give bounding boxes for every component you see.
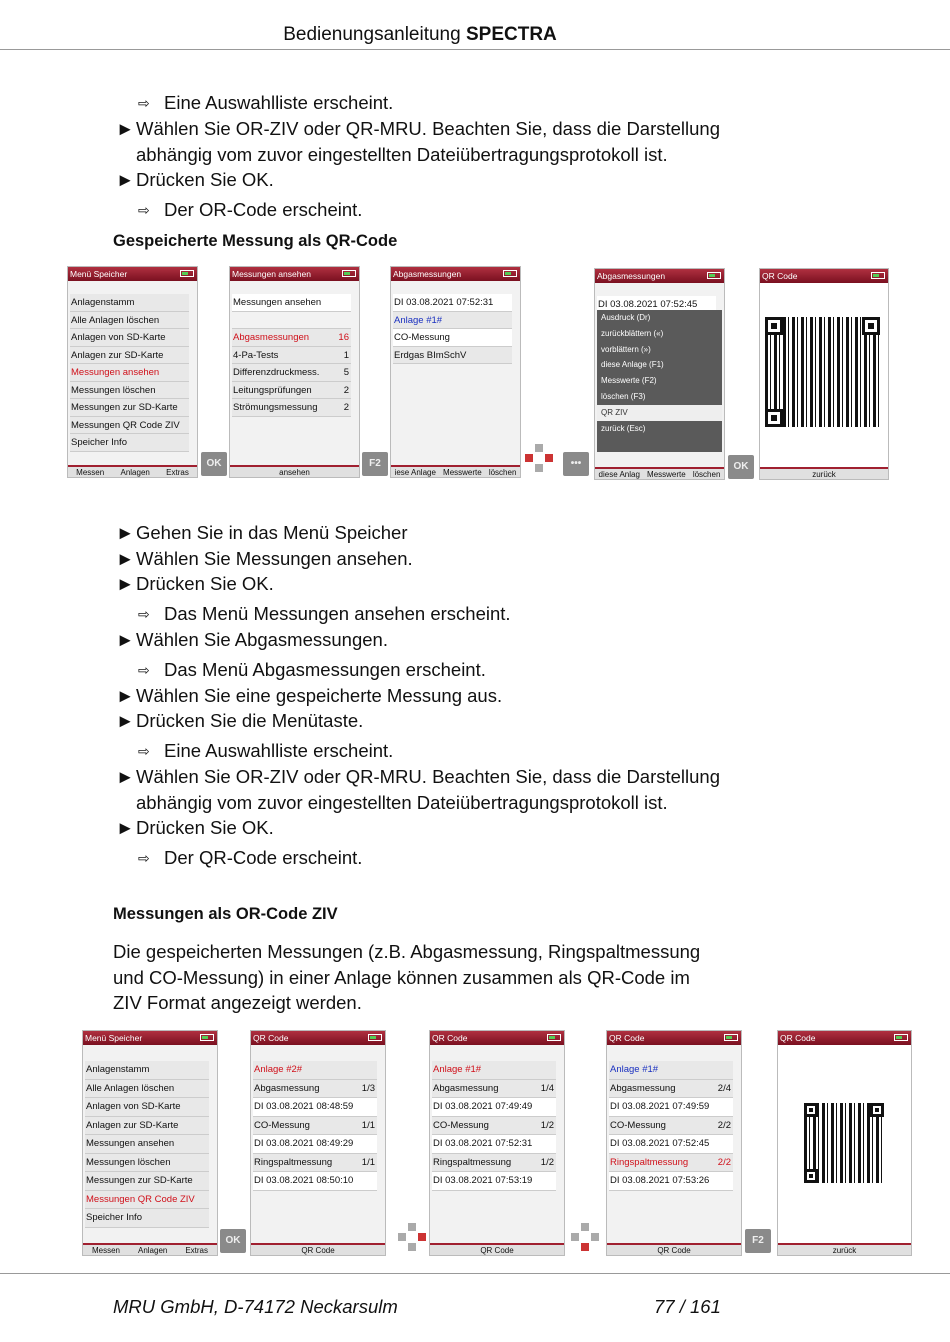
bullet-icon: ► — [116, 118, 135, 139]
battery-icon — [180, 270, 194, 277]
device-screen-qr-code: QR Code zurück — [777, 1030, 912, 1256]
qr-code-image — [765, 317, 880, 427]
menu-row: Messungen zur SD-Karte — [70, 399, 189, 417]
softkey-label: Extras — [185, 1246, 208, 1255]
page-number: 77 / 161 — [654, 1296, 721, 1317]
menu-row — [232, 312, 351, 330]
menu-row: Anlagenstamm — [85, 1061, 209, 1080]
footer-rule — [0, 1273, 950, 1274]
menu-row: Messungen ansehen — [85, 1135, 209, 1154]
menu-row: CO-Messung — [393, 329, 512, 347]
menu-row: Speicher Info — [70, 434, 189, 452]
menu-row: Messungen ansehen — [70, 364, 189, 382]
menu-row: Abgasmessung 1/3 — [253, 1080, 377, 1099]
menu-key: ••• — [563, 452, 589, 476]
f2-key: F2 — [362, 452, 388, 476]
battery-icon — [503, 270, 517, 277]
menu-row: Messungen QR Code ZIV — [85, 1191, 209, 1210]
bullet-icon: ► — [116, 522, 135, 543]
menu-row: Differenzdruckmess. 5 — [232, 364, 351, 382]
result-arrow-icon: ⇨ — [138, 202, 150, 218]
softkey-label: Messen — [76, 468, 105, 477]
menu-row: Leitungsprüfungen 2 — [232, 382, 351, 400]
menu-row: Anlagen zur SD-Karte — [85, 1117, 209, 1136]
qr-code-image — [804, 1103, 884, 1183]
menu-row: Anlage #1# — [609, 1061, 733, 1080]
popup-menu-item: QR ZIV — [597, 405, 722, 421]
softkey-label: zurück — [812, 470, 836, 479]
step-line: Wählen Sie eine gespeicherte Messung aus. — [136, 685, 503, 706]
softkey-label: Messen — [91, 1246, 120, 1255]
menu-row: Messungen löschen — [70, 382, 189, 400]
result-line: Eine Auswahlliste erscheint. — [164, 92, 394, 113]
result-arrow-icon: ⇨ — [138, 743, 150, 759]
menu-row: DI 03.08.2021 07:53:26 — [609, 1172, 733, 1191]
menu-row: Abgasmessungen 16 — [232, 329, 351, 347]
step-line: Wählen Sie OR-ZIV oder QR-MRU. Beachten Sie, dass die Darstellung — [136, 118, 721, 139]
menu-row: Anlagenstamm — [70, 294, 189, 312]
popup-menu-item: vorblättern (») — [601, 344, 651, 354]
popup-menu-item: Ausdruck (Dr) — [601, 313, 651, 322]
menu-row: Messungen QR Code ZIV — [70, 417, 189, 435]
step-line: Drücken Sie die Menütaste. — [136, 710, 364, 731]
menu-row: Alle Anlagen löschen — [70, 312, 189, 330]
softkey-label: Anlagen — [137, 1246, 168, 1255]
popup-menu-item: diese Anlage (F1) — [601, 360, 664, 370]
bullet-icon: ► — [116, 548, 135, 569]
menu-row: Alle Anlagen löschen — [85, 1080, 209, 1099]
device-screen-abgasmessungen: Abgasmessungen DI 03.08.2021 07:52:31 Anlage #1# CO-Messung Erdgas BImSchV iese Anlage Messwerte löschen — [390, 266, 521, 478]
softkey-label: löschen — [692, 470, 721, 479]
softkey-label: iese Anlage — [394, 468, 436, 477]
menu-row: DI 03.08.2021 07:52:31 — [393, 294, 512, 312]
bullet-icon: ► — [116, 685, 135, 706]
softkey-label: Anlagen — [120, 468, 150, 477]
step-line: abhängig vom zuvor eingestellten Dateiübertragungsprotokoll ist. — [136, 144, 668, 165]
device-screen-qr-code-anlage1-page2: QR Code Anlage #1# Abgasmessung 2/4 DI 03.08.2021 07:49:59 CO-Messung 2/2 DI 03.08.2021 07:52:45 Ringspaltmessung 2/2 DI 03.08.2021 07:53:26 QR Code — [606, 1030, 742, 1256]
softkey-label: Messwerte — [443, 468, 482, 477]
step-line: Gehen Sie in das Menü Speicher — [136, 522, 408, 543]
device-screen-menu-speicher: Menü Speicher Anlagenstamm Alle Anlagen löschen Anlagen von SD-Karte Anlagen zur SD-Karte Messungen ansehen Messungen löschen Messungen zur SD-Karte Messungen QR Code ZIV Speicher Info Messen Anlagen Extras — [82, 1030, 218, 1256]
result-arrow-icon: ⇨ — [138, 850, 150, 866]
softkey-label: ansehen — [279, 468, 310, 477]
menu-row: DI 03.08.2021 08:49:29 — [253, 1135, 377, 1154]
menu-row: CO-Messung 1/2 — [432, 1117, 556, 1136]
menu-row: Ringspaltmessung 2/2 — [609, 1154, 733, 1173]
step-line: Wählen Sie Messungen ansehen. — [136, 548, 413, 569]
dpad-icon — [397, 1222, 427, 1252]
bullet-icon: ► — [116, 629, 135, 650]
result-line: Der QR-Code erscheint. — [164, 847, 363, 868]
device-screen-qr-code-anlage1: QR Code Anlage #1# Abgasmessung 1/4 DI 03.08.2021 07:49:49 CO-Messung 1/2 DI 03.08.2021 07:52:31 Ringspaltmessung 1/2 DI 03.08.2021 07:53:19 QR Code — [429, 1030, 565, 1256]
menu-row: DI 03.08.2021 07:52:31 — [432, 1135, 556, 1154]
menu-row: Anlagen zur SD-Karte — [70, 347, 189, 365]
bullet-icon: ► — [116, 710, 135, 731]
bullet-icon: ► — [116, 817, 135, 838]
result-line: Das Menü Abgasmessungen erscheint. — [164, 659, 486, 680]
result-line: Eine Auswahlliste erscheint. — [164, 740, 394, 761]
footer-company: MRU GmbH, D-74172 Neckarsulm — [113, 1296, 398, 1317]
ok-key: OK — [201, 452, 227, 476]
result-line: Der OR-Code erscheint. — [164, 199, 363, 220]
menu-row: 4-Pa-Tests 1 — [232, 347, 351, 365]
battery-icon — [894, 1034, 908, 1041]
menu-row: DI 03.08.2021 07:53:19 — [432, 1172, 556, 1191]
menu-row: DI 03.08.2021 08:50:10 — [253, 1172, 377, 1191]
menu-row: Messungen zur SD-Karte — [85, 1172, 209, 1191]
menu-row: Messungen ansehen — [232, 294, 351, 312]
softkey-label: Extras — [166, 468, 189, 477]
device-screen-messungen-ansehen: Messungen ansehen Messungen ansehen Abgasmessungen 16 4-Pa-Tests 1 Differenzdruckmess. 5 Leitungsprüfungen 2 Strömungsmessung 2 ansehen — [229, 266, 360, 478]
ok-key: OK — [220, 1229, 246, 1253]
softkey-label: QR Code — [301, 1246, 335, 1255]
step-line: Drücken Sie OK. — [136, 169, 274, 190]
f2-key: F2 — [745, 1229, 771, 1253]
popup-menu-item: zurückblättern («) — [601, 328, 664, 338]
menu-row: DI 03.08.2021 07:52:45 — [609, 1135, 733, 1154]
softkey-label: diese Anlag — [598, 470, 640, 479]
menu-row: Anlage #1# — [432, 1061, 556, 1080]
bullet-icon: ► — [116, 573, 135, 594]
body-paragraph: Die gespeicherten Messungen (z.B. Abgasmessung, Ringspaltmessung und CO-Messung) in einer Anlage können zusammen als QR-Code im ZIV Format angezeigt werden. — [113, 941, 701, 1013]
menu-row: DI 03.08.2021 07:49:49 — [432, 1098, 556, 1117]
popup-menu-item: Messwerte (F2) — [601, 376, 657, 386]
menu-row: Erdgas BImSchV — [393, 347, 512, 365]
step-line: Drücken Sie OK. — [136, 573, 274, 594]
device-screen-abgasmessungen-menu: Abgasmessungen DI 03.08.2021 07:52:45 Ausdruck (Dr) zurückblättern («) vorblättern (») diese Anlage (F1) Messwerte (F2) löschen (F3) QR ZIV zurück (Esc) diese Anlag Messwerte löschen — [594, 268, 725, 480]
result-arrow-icon: ⇨ — [138, 606, 150, 622]
menu-row: CO-Messung 2/2 — [609, 1117, 733, 1136]
battery-icon — [342, 270, 356, 277]
bullet-icon: ► — [116, 766, 135, 787]
device-screen-qr-code: QR Code zurück — [759, 268, 889, 480]
battery-icon — [871, 272, 885, 279]
dpad-icon — [570, 1222, 600, 1252]
result-arrow-icon: ⇨ — [138, 95, 150, 111]
step-line: Drücken Sie OK. — [136, 817, 274, 838]
bullet-icon: ► — [116, 169, 135, 190]
softkey-label: löschen — [488, 468, 517, 477]
page-header: Bedienungsanleitung SPECTRA — [283, 24, 557, 45]
menu-row: Abgasmessung 2/4 — [609, 1080, 733, 1099]
section-heading: Messungen als OR-Code ZIV — [113, 905, 338, 923]
menu-row: Abgasmessung 1/4 — [432, 1080, 556, 1099]
battery-icon — [368, 1034, 382, 1041]
step-line: Wählen Sie Abgasmessungen. — [136, 629, 388, 650]
menu-row: Anlagen von SD-Karte — [70, 329, 189, 347]
menu-row: Anlage #2# — [253, 1061, 377, 1080]
battery-icon — [724, 1034, 738, 1041]
result-arrow-icon: ⇨ — [138, 662, 150, 678]
battery-icon — [707, 272, 721, 279]
popup-menu-item: zurück (Esc) — [601, 423, 646, 433]
softkey-label: zurück — [832, 1246, 857, 1255]
softkey-label: QR Code — [657, 1246, 691, 1255]
menu-row: DI 03.08.2021 07:49:59 — [609, 1098, 733, 1117]
menu-row: Messungen löschen — [85, 1154, 209, 1173]
step-line: abhängig vom zuvor eingestellten Dateiübertragungsprotokoll ist. — [136, 792, 668, 813]
battery-icon — [200, 1034, 214, 1041]
dpad-icon — [524, 443, 554, 473]
menu-row: Anlagen von SD-Karte — [85, 1098, 209, 1117]
step-line: Wählen Sie OR-ZIV oder QR-MRU. Beachten Sie, dass die Darstellung — [136, 766, 721, 787]
menu-row: Ringspaltmessung 1/1 — [253, 1154, 377, 1173]
result-line: Das Menü Messungen ansehen erscheint. — [164, 603, 511, 624]
softkey-label: QR Code — [480, 1246, 514, 1255]
device-screen-menu-speicher: Menü Speicher Anlagenstamm Alle Anlagen löschen Anlagen von SD-Karte Anlagen zur SD-Karte Messungen ansehen Messungen löschen Messungen zur SD-Karte Messungen QR Code ZIV Speicher Info Messen Anlagen Extras — [67, 266, 198, 478]
popup-menu-item: löschen (F3) — [601, 391, 646, 401]
softkey-label: Messwerte — [647, 470, 686, 479]
menu-row: Anlage #1# — [393, 312, 512, 330]
header-rule — [0, 49, 950, 50]
device-screen-qr-code-anlage2: QR Code Anlage #2# Abgasmessung 1/3 DI 03.08.2021 08:48:59 CO-Messung 1/1 DI 03.08.2021 08:49:29 Ringspaltmessung 1/1 DI 03.08.2021 08:50:10 QR Code — [250, 1030, 386, 1256]
menu-row: Ringspaltmessung 1/2 — [432, 1154, 556, 1173]
ok-key: OK — [728, 455, 754, 479]
menu-row: DI 03.08.2021 08:48:59 — [253, 1098, 377, 1117]
battery-icon — [547, 1034, 561, 1041]
section-heading: Gespeicherte Messung als QR-Code — [113, 232, 398, 250]
menu-row: Speicher Info — [85, 1209, 209, 1228]
menu-row: Strömungsmessung 2 — [232, 399, 351, 417]
menu-row: CO-Messung 1/1 — [253, 1117, 377, 1136]
